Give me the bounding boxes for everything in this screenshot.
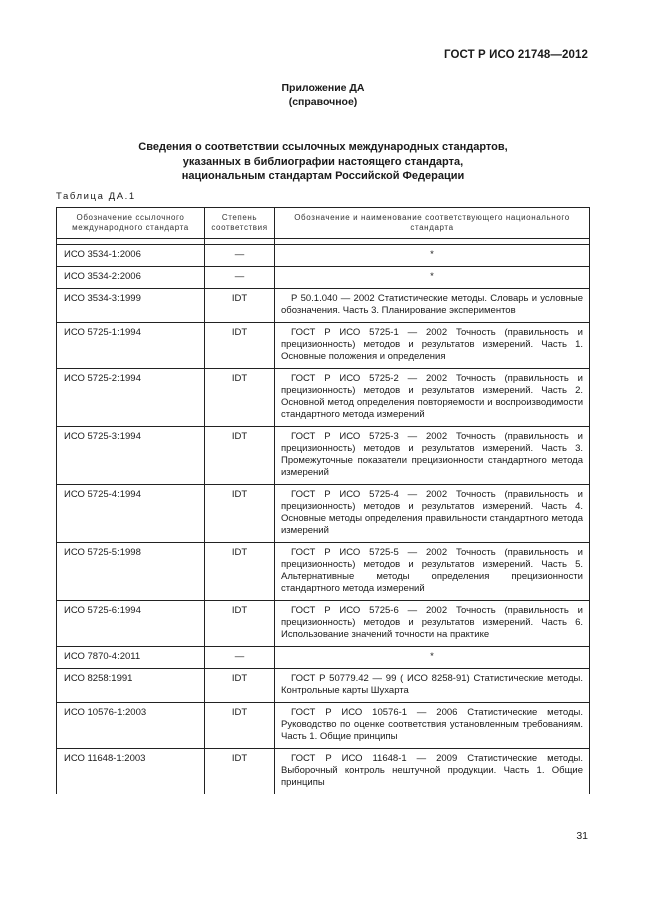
header-international-standard: Обозначение ссылочного международного стандарта <box>57 208 205 239</box>
appendix-heading <box>0 81 646 109</box>
appendix-title: Приложение ДА <box>281 82 365 94</box>
cell-degree: IDT <box>205 543 275 601</box>
cell-national-standard: ГОСТ Р ИСО 5725-6 — 2002 Точность (правильность и прецизионность) методов и результатов измерений. Часть 6. Использование значений точности на практике <box>275 601 590 647</box>
cell-international-standard: ИСО 3534-2:2006 <box>57 267 205 289</box>
header-national-standard: Обозначение и наименование соответствующего национального стандарта <box>275 208 590 239</box>
cell-international-standard: ИСО 10576-1:2003 <box>57 703 205 749</box>
cell-national-standard: * <box>275 647 590 669</box>
section-title-line: национальным стандартам Российской Федерации <box>181 170 465 182</box>
section-title-line: указанных в библиографии настоящего стандарта, <box>182 155 464 168</box>
table-row <box>57 289 590 323</box>
cell-degree: — <box>205 245 275 267</box>
cell-degree: IDT <box>205 369 275 427</box>
cell-international-standard: ИСО 11648-1:2003 <box>57 749 205 795</box>
cell-international-standard: ИСО 5725-6:1994 <box>57 601 205 647</box>
cell-international-standard: ИСО 5725-4:1994 <box>57 485 205 543</box>
cell-international-standard: ИСО 3534-1:2006 <box>57 245 205 267</box>
table-row <box>57 245 590 267</box>
cell-national-standard: ГОСТ Р ИСО 5725-5 — 2002 Точность (правильность и прецизионность) методов и результатов измерений. Часть 5. Альтернативные методы определения прецизионности стандартного метода измерений <box>275 543 590 601</box>
section-title <box>0 140 646 184</box>
cell-degree: IDT <box>205 601 275 647</box>
table-header-row <box>57 208 590 239</box>
cell-national-standard: ГОСТ Р 50779.42 — 99 ( ИСО 8258-91) Статистические методы. Контрольные карты Шухарта <box>275 669 590 703</box>
cell-national-standard: ГОСТ Р ИСО 11648-1 — 2009 Статистические методы. Выборочный контроль нештучной продукции. Часть 1. Общие принципы <box>275 749 590 795</box>
table-row <box>57 485 590 543</box>
section-title-line: Сведения о соответствии ссылочных международных стандартов, <box>138 141 508 153</box>
cell-national-standard: * <box>275 245 590 267</box>
table-row <box>57 323 590 369</box>
page-number: 31 <box>576 830 588 842</box>
cell-international-standard: ИСО 5725-5:1998 <box>57 543 205 601</box>
table-row <box>57 543 590 601</box>
cell-international-standard: ИСО 5725-3:1994 <box>57 427 205 485</box>
cell-degree: — <box>205 647 275 669</box>
cell-national-standard: ГОСТ Р ИСО 5725-1 — 2002 Точность (правильность и прецизионность) методов и результатов измерений. Часть 1. Основные положения и определения <box>275 323 590 369</box>
table-row <box>57 703 590 749</box>
document-code: ГОСТ Р ИСО 21748—2012 <box>443 49 588 61</box>
cell-degree: IDT <box>205 669 275 703</box>
cell-degree: IDT <box>205 323 275 369</box>
cell-degree: IDT <box>205 485 275 543</box>
correspondence-table <box>56 207 590 794</box>
table-row <box>57 267 590 289</box>
cell-international-standard: ИСО 5725-1:1994 <box>57 323 205 369</box>
table-row <box>57 749 590 795</box>
table-row <box>57 427 590 485</box>
cell-degree: IDT <box>205 703 275 749</box>
table-row <box>57 669 590 703</box>
cell-national-standard: ГОСТ Р ИСО 5725-2 — 2002 Точность (правильность и прецизионность) методов и результатов измерений. Часть 2. Основной метод определения повторяемости и воспроизводимости стандартного метода измерений <box>275 369 590 427</box>
cell-international-standard: ИСО 5725-2:1994 <box>57 369 205 427</box>
cell-international-standard: ИСО 7870-4:2011 <box>57 647 205 669</box>
cell-international-standard: ИСО 8258:1991 <box>57 669 205 703</box>
cell-degree: IDT <box>205 289 275 323</box>
table-caption: Таблица ДА.1 <box>56 191 136 202</box>
cell-degree: — <box>205 267 275 289</box>
table-row <box>57 369 590 427</box>
cell-national-standard: * <box>275 267 590 289</box>
appendix-subtitle: (справочное) <box>288 96 358 108</box>
cell-degree: IDT <box>205 749 275 795</box>
table-row <box>57 647 590 669</box>
table-row <box>57 601 590 647</box>
cell-national-standard: ГОСТ Р ИСО 10576-1 — 2006 Статистические методы. Руководство по оценке соответствия установленным требованиям. Часть 1. Общие принципы <box>275 703 590 749</box>
header-degree: Степень соответствия <box>205 208 275 239</box>
cell-national-standard: Р 50.1.040 — 2002 Статистические методы. Словарь и условные обозначения. Часть 3. Планирование экспериментов <box>275 289 590 323</box>
cell-national-standard: ГОСТ Р ИСО 5725-3 — 2002 Точность (правильность и прецизионность) методов и результатов измерений. Часть 3. Промежуточные показатели прецизионности стандартного метода измерений <box>275 427 590 485</box>
cell-degree: IDT <box>205 427 275 485</box>
cell-international-standard: ИСО 3534-3:1999 <box>57 289 205 323</box>
cell-national-standard: ГОСТ Р ИСО 5725-4 — 2002 Точность (правильность и прецизионность) методов и результатов измерений. Часть 4. Основные методы определения правильности стандартного метода измерений <box>275 485 590 543</box>
